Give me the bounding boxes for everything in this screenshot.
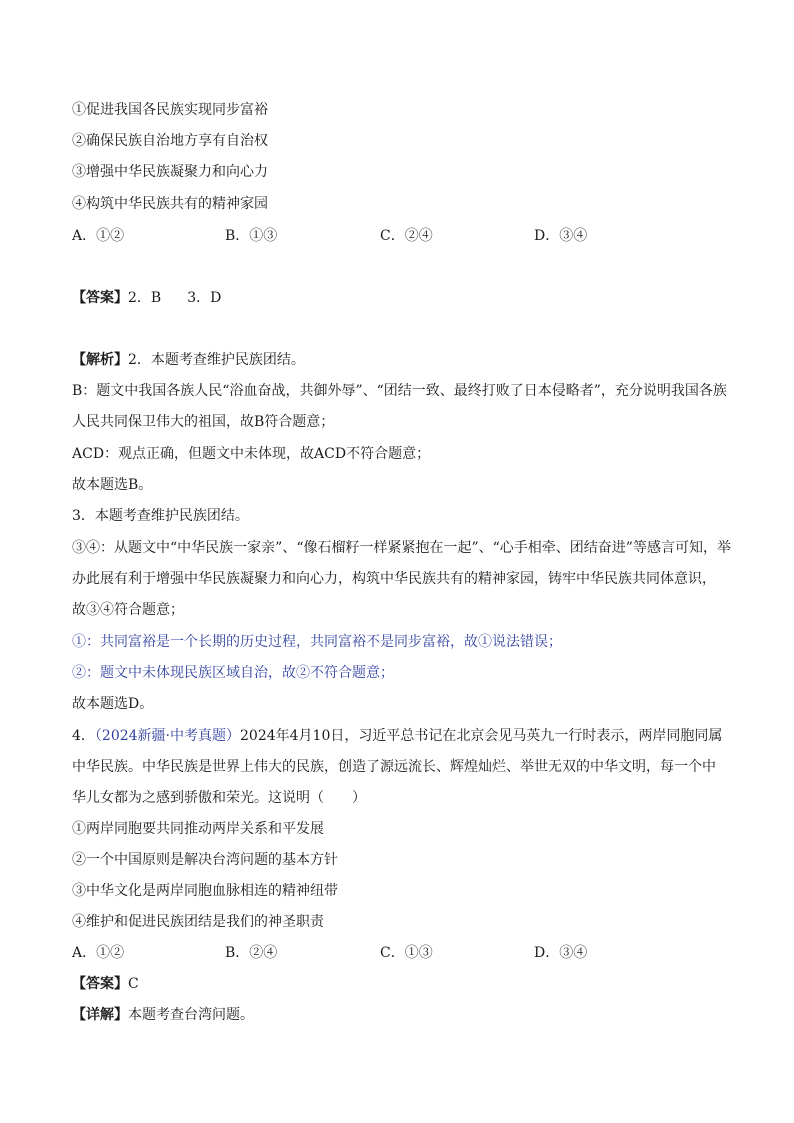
q3-choice-a: A．①② bbox=[72, 228, 125, 244]
analysis-line-8: 故③④符合题意； bbox=[72, 602, 184, 618]
q4-number: 4． bbox=[72, 728, 95, 744]
analysis-tag: 【解析】 bbox=[72, 352, 128, 368]
analysis-line-10: ②：题文中未体现民族区域自治，故②不符合题意； bbox=[72, 665, 394, 681]
q3-choice-d: D．③④ bbox=[534, 228, 588, 244]
analysis-line-2: 人民共同保卫伟大的祖国，故B符合题意； bbox=[72, 414, 335, 430]
q4-statement-2: ②一个中国原则是解决台湾问题的基本方针 bbox=[72, 852, 338, 868]
q4-source: （2024新疆·中考真题） bbox=[94, 728, 241, 744]
analysis-line-5: 3．本题考查维护民族团结。 bbox=[72, 508, 249, 524]
q3-statement-4: ④构筑中华民族共有的精神家园 bbox=[72, 196, 268, 212]
q4-choice-b: B．②④ bbox=[225, 945, 278, 961]
answer-3: 3．D bbox=[187, 290, 222, 306]
answer-2: 2．B bbox=[128, 290, 162, 306]
analysis-line-11: 故本题选D。 bbox=[72, 696, 154, 712]
analysis-line-6: ③④：从题文中“中华民族一家亲”、“像石榴籽一样紧紧抱在一起”、“心手相牵、团结奋进”等感言可知，举 bbox=[72, 540, 731, 556]
q4-choice-a: A．①② bbox=[72, 945, 125, 961]
analysis-intro bbox=[72, 350, 305, 370]
q4-choice-c: C．①③ bbox=[380, 945, 433, 961]
analysis-line-3: ACD：观点正确，但题文中未体现，故ACD不符合题意； bbox=[72, 446, 431, 462]
q4-stem-text-1: 2024年4月10日，习近平总书记在北京会见马英九一行时表示，两岸同胞同属 bbox=[240, 728, 723, 744]
q3-choice-c: C．②④ bbox=[380, 228, 433, 244]
q3-statement-2: ②确保民族自治地方享有自治权 bbox=[72, 133, 268, 149]
analysis-line-4: 故本题选B。 bbox=[72, 477, 153, 493]
q4-detail-line bbox=[72, 1005, 254, 1025]
q4-statement-3: ③中华文化是两岸同胞血脉相连的精神纽带 bbox=[72, 883, 338, 899]
q4-detail-tag: 【详解】 bbox=[72, 1007, 128, 1023]
q4-statement-1: ①两岸同胞要共同推动两岸关系和平发展 bbox=[72, 821, 324, 837]
q4-statement-4: ④维护和促进民族团结是我们的神圣职责 bbox=[72, 914, 324, 930]
analysis-line-9: ①：共同富裕是一个长期的历史过程，共同富裕不是同步富裕，故①说法错误； bbox=[72, 634, 562, 650]
q3-statement-3: ③增强中华民族凝聚力和向心力 bbox=[72, 164, 268, 180]
q4-answer-line bbox=[72, 974, 139, 994]
analysis-intro-text: 2．本题考查维护民族团结。 bbox=[128, 352, 305, 368]
q3-choice-b: B．①③ bbox=[225, 228, 278, 244]
q3-statement-1: ①促进我国各民族实现同步富裕 bbox=[72, 102, 268, 118]
answer-line bbox=[72, 288, 221, 308]
q4-choice-d: D．③④ bbox=[534, 945, 588, 961]
q3-choices bbox=[72, 226, 732, 246]
analysis-line-1: B：题文中我国各族人民“浴血奋战，共御外辱”、“团结一致、最终打败了日本侵略者”，充分说明我国各族 bbox=[72, 383, 727, 399]
q4-answer-tag: 【答案】 bbox=[72, 976, 128, 992]
q4-stem-line-2: 中华民族。中华民族是世界上伟大的民族，创造了源远流长、辉煌灿烂、举世无双的中华文明，每一个中 bbox=[72, 759, 716, 775]
q4-detail: 本题考查台湾问题。 bbox=[128, 1007, 254, 1023]
q4-stem-line-3: 华儿女都为之感到骄傲和荣光。这说明（ ） bbox=[72, 790, 366, 806]
q4-choices bbox=[72, 943, 732, 963]
answer-tag: 【答案】 bbox=[72, 290, 128, 306]
q4-stem-line-1 bbox=[72, 726, 722, 746]
q4-answer: C bbox=[128, 976, 139, 992]
analysis-line-7: 办此展有利于增强中华民族凝聚力和向心力，构筑中华民族共有的精神家园，铸牢中华民族共同体意识， bbox=[72, 571, 716, 587]
